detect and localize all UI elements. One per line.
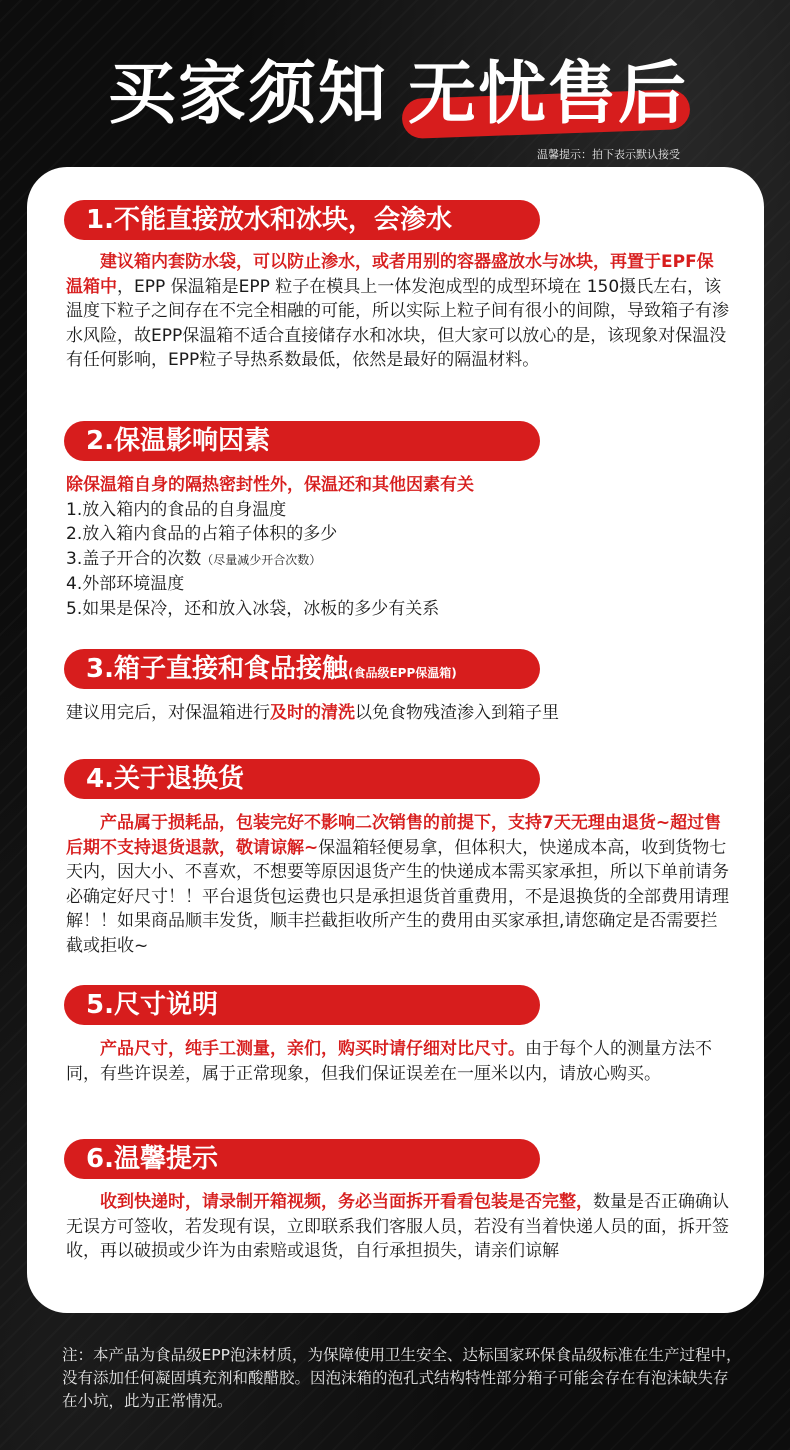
section-3-highlight: 及时的清洗: [270, 703, 355, 723]
section-5-heading: 5.尺寸说明: [64, 985, 540, 1025]
section-1-highlight: 建议箱内套防水袋，可以防止渗水，或者用别的容器盛放水与冰块，再置于EPF保温箱中: [66, 252, 714, 297]
section-5-highlight: 产品尺寸，纯手工测量，亲们，购买时请仔细对比尺寸。: [66, 1039, 525, 1059]
section-3-heading-text: 3.箱子直接和食品接触: [86, 654, 348, 684]
section-4-highlight: 产品属于损耗品，包装完好不影响二次销售的前提下，支持7天无理由退货~超过售后期不支持退货退款，敬请谅解~: [66, 813, 722, 858]
section-2-text: [66, 473, 730, 621]
section-6-highlight: 收到快递时，请录制开箱视频，务必当面拆开看看包装是否完整，: [66, 1192, 593, 1212]
section-6-body: 数量是否正确确认无误方可签收，若发现有误，立即联系我们客服人员，若没有当着快递人员的面，拆开签收，再以破损或少许为由索赔或退货，自行承担损失，请亲们谅解: [66, 1192, 729, 1261]
section-2-intro: 除保温箱自身的隔热密封性外，保温还和其他因素有关: [66, 475, 474, 495]
section-3-heading-note: (食品级EPP保温箱): [347, 666, 457, 680]
section-2-item-3: 3.盖子开合的次数: [66, 548, 202, 569]
title-right-group: [402, 55, 690, 136]
section-5-body: 由于每个人的测量方法不同，有些许误差，属于正常现象，但我们保证误差在一厘米以内，请放心购买。: [66, 1039, 712, 1084]
title-right: 无忧售后: [408, 55, 689, 134]
section-1-body: ，EPP 保温箱是EPP 粒子在模具上一体发泡成型的成型环境在 150摄氏左右，该温度下粒子之间存在不完全相融的可能，所以实际上粒子间有很小的间隙，导致箱子有渗水风险，故EPP保温箱不适合直接储存水和冰块，但大家可以放心的是，该现象对保温没有任何影响，EPP粒子导热系数最低，依然是最好的隔温材料。: [66, 276, 729, 370]
section-1-heading: 1.不能直接放水和冰块，会渗水: [64, 200, 540, 240]
section-4-body: 保温箱轻便易拿，但体积大，快递成本高，收到货物七天内，因大小、不喜欢，不想要等原因退货产生的快递成本需买家承担，所以下单前请务必确定好尺寸！！平台退货包运费也只是承担退货首重费用，不是退换货的全部费用请理解！！如果商品顺丰发货，顺丰拦截拒收所产生的费用由买家承担,请您确定是否需要拦截或拒收~: [66, 837, 729, 956]
section-2-item-2: 2.放入箱内食品的占箱子体积的多少: [66, 524, 338, 544]
title-left: 买家须知: [108, 55, 389, 134]
header-tip: 温馨提示：拍下表示默认接受: [537, 148, 680, 161]
section-2-item-4: 4.外部环境温度: [66, 574, 185, 594]
section-2-item-1: 1.放入箱内的食品的自身温度: [66, 499, 287, 520]
footer-note: 注：本产品为食品级EPP泡沫材质，为保障使用卫生安全、达标国家环保食品级标准在生产过程中，没有添加任何凝固填充剂和酸醋胶。因泡沫箱的泡孔式结构特性部分箱子可能会存在有泡沫缺失存在小坑，此为正常情况。: [62, 1346, 742, 1410]
section-4-heading: 4.关于退换货: [64, 759, 540, 799]
notice-card: [27, 167, 764, 1313]
section-6-text: [66, 1190, 730, 1264]
section-4-text: [66, 811, 730, 958]
section-2-item-5: 5.如果是保冷，还和放入冰袋，冰板的多少有关系: [66, 598, 440, 619]
section-2-heading: 2.保温影响因素: [64, 421, 540, 461]
section-3-text: [66, 701, 730, 726]
section-2-item-3-note: （尽量减少开合次数）: [201, 552, 322, 567]
section-6-heading: 6.温馨提示: [64, 1139, 540, 1179]
section-3-heading: [64, 649, 540, 689]
header: [0, 50, 790, 140]
section-1-text: [66, 250, 730, 373]
section-5-text: [66, 1037, 730, 1086]
section-3-after: 以免食物残渣渗入到箱子里: [355, 703, 559, 723]
section-3-before: 建议用完后，对保温箱进行: [66, 703, 270, 723]
